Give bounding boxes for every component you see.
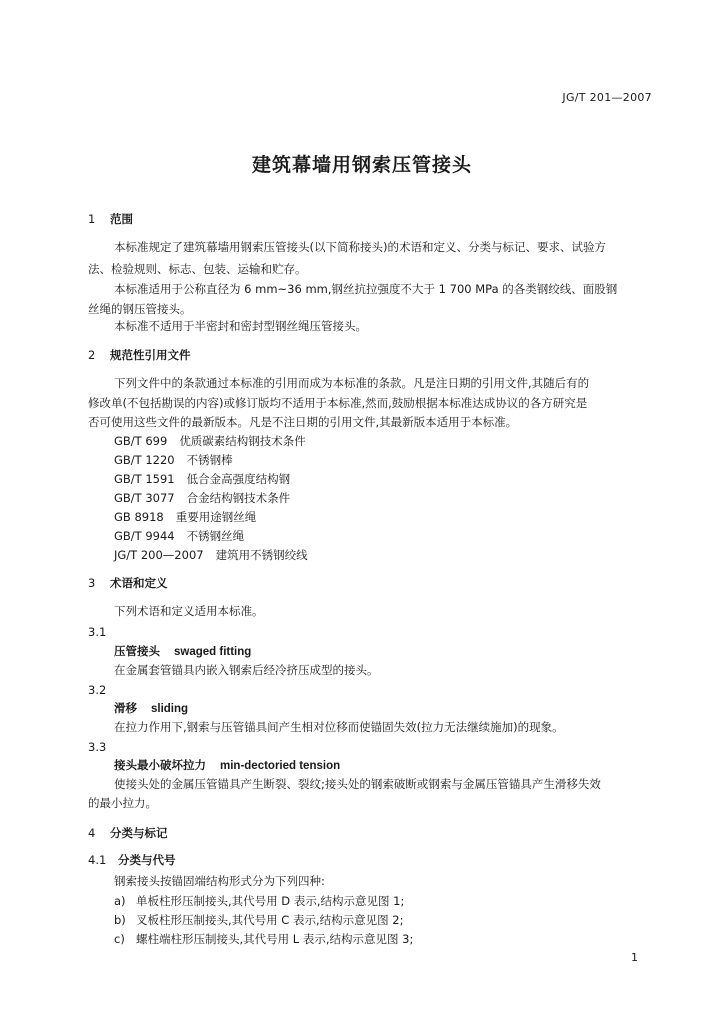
section-heading-1: 1 范围	[88, 212, 133, 226]
paragraph-line: 丝绳的钢压管接头。	[88, 302, 192, 316]
section-heading-4: 4 分类与标记	[88, 826, 168, 840]
reference-item: GB/T 9944 不锈钢丝绳	[114, 529, 245, 543]
term-definition: 的最小拉力。	[88, 796, 157, 810]
paragraph-line: 本标准不适用于半密封和密封型钢丝绳压管接头。	[114, 319, 367, 333]
term-number: 3.1	[88, 625, 107, 639]
term-title: 接头最小破坏拉力 min-dectoried tension	[114, 758, 341, 772]
reference-item: GB/T 699 优质碳素结构钢技术条件	[114, 434, 306, 448]
list-item: a) 单板柱形压制接头,其代号用 D 表示,结构示意见图 1;	[114, 894, 405, 908]
term-number: 3.3	[88, 740, 107, 754]
section-heading-3: 3 术语和定义	[88, 576, 168, 590]
paragraph-line: 本标准适用于公称直径为 6 mm~36 mm,钢丝抗拉强度不大于 1 700 MPa 的各类钢绞线、面股钢	[114, 282, 618, 296]
page-number: 1	[631, 951, 638, 964]
paragraph-line: 法、检验规则、标志、包装、运输和贮存。	[88, 262, 307, 276]
term-definition: 使接头处的金属压管锚具产生断裂、裂纹;接头处的钢索破断或钢索与金属压管锚具产生滑移失效	[114, 777, 601, 791]
reference-item: JG/T 200—2007 建筑用不锈钢绞线	[114, 548, 308, 562]
reference-item: GB/T 1591 低合金高强度结构钢	[114, 472, 291, 486]
paragraph-line: 钢索接头按锚固端结构形式分为下列四种:	[114, 874, 325, 888]
term-title: 压管接头 swaged fitting	[114, 644, 252, 658]
term-definition: 在拉力作用下,钢索与压管锚具间产生相对位移而使锚固失效(拉力无法继续施加)的现象。	[114, 720, 564, 734]
paragraph-line: 下列术语和定义适用本标准。	[114, 604, 264, 618]
paragraph-line: 下列文件中的条款通过本标准的引用而成为本标准的条款。凡是注日期的引用文件,其随后有的	[114, 376, 590, 390]
term-title: 滑移 sliding	[114, 701, 189, 715]
page-title: 建筑幕墙用钢索压管接头	[251, 154, 472, 176]
reference-item: GB/T 3077 合金结构钢技术条件	[114, 491, 291, 505]
paragraph-line: 修改单(不包括勘误的内容)或修订版均不适用于本标准,然而,鼓励根据本标准达成协议的各方研究是	[88, 396, 588, 410]
list-item: c) 螺柱端柱形压制接头,其代号用 L 表示,结构示意见图 3;	[114, 932, 414, 946]
paragraph-line: 本标准规定了建筑幕墙用钢索压管接头(以下简称接头)的术语和定义、分类与标记、要求、试验方	[114, 240, 606, 254]
paragraph-line: 否可使用这些文件的最新版本。凡是不注日期的引用文件,其最新版本适用于本标准。	[88, 415, 518, 429]
term-definition: 在金属套管锚具内嵌入钢索后经冷挤压成型的接头。	[114, 663, 379, 677]
standard-code: JG/T 201—2007	[562, 91, 652, 104]
section-heading-2: 2 规范性引用文件	[88, 348, 191, 362]
term-number: 3.2	[88, 683, 107, 697]
reference-item: GB 8918 重要用途钢丝绳	[114, 510, 257, 524]
subsection-heading: 4.1 分类与代号	[88, 853, 176, 867]
reference-item: GB/T 1220 不锈钢棒	[114, 453, 233, 467]
list-item: b) 叉板柱形压制接头,其代号用 C 表示,结构示意见图 2;	[114, 913, 404, 927]
